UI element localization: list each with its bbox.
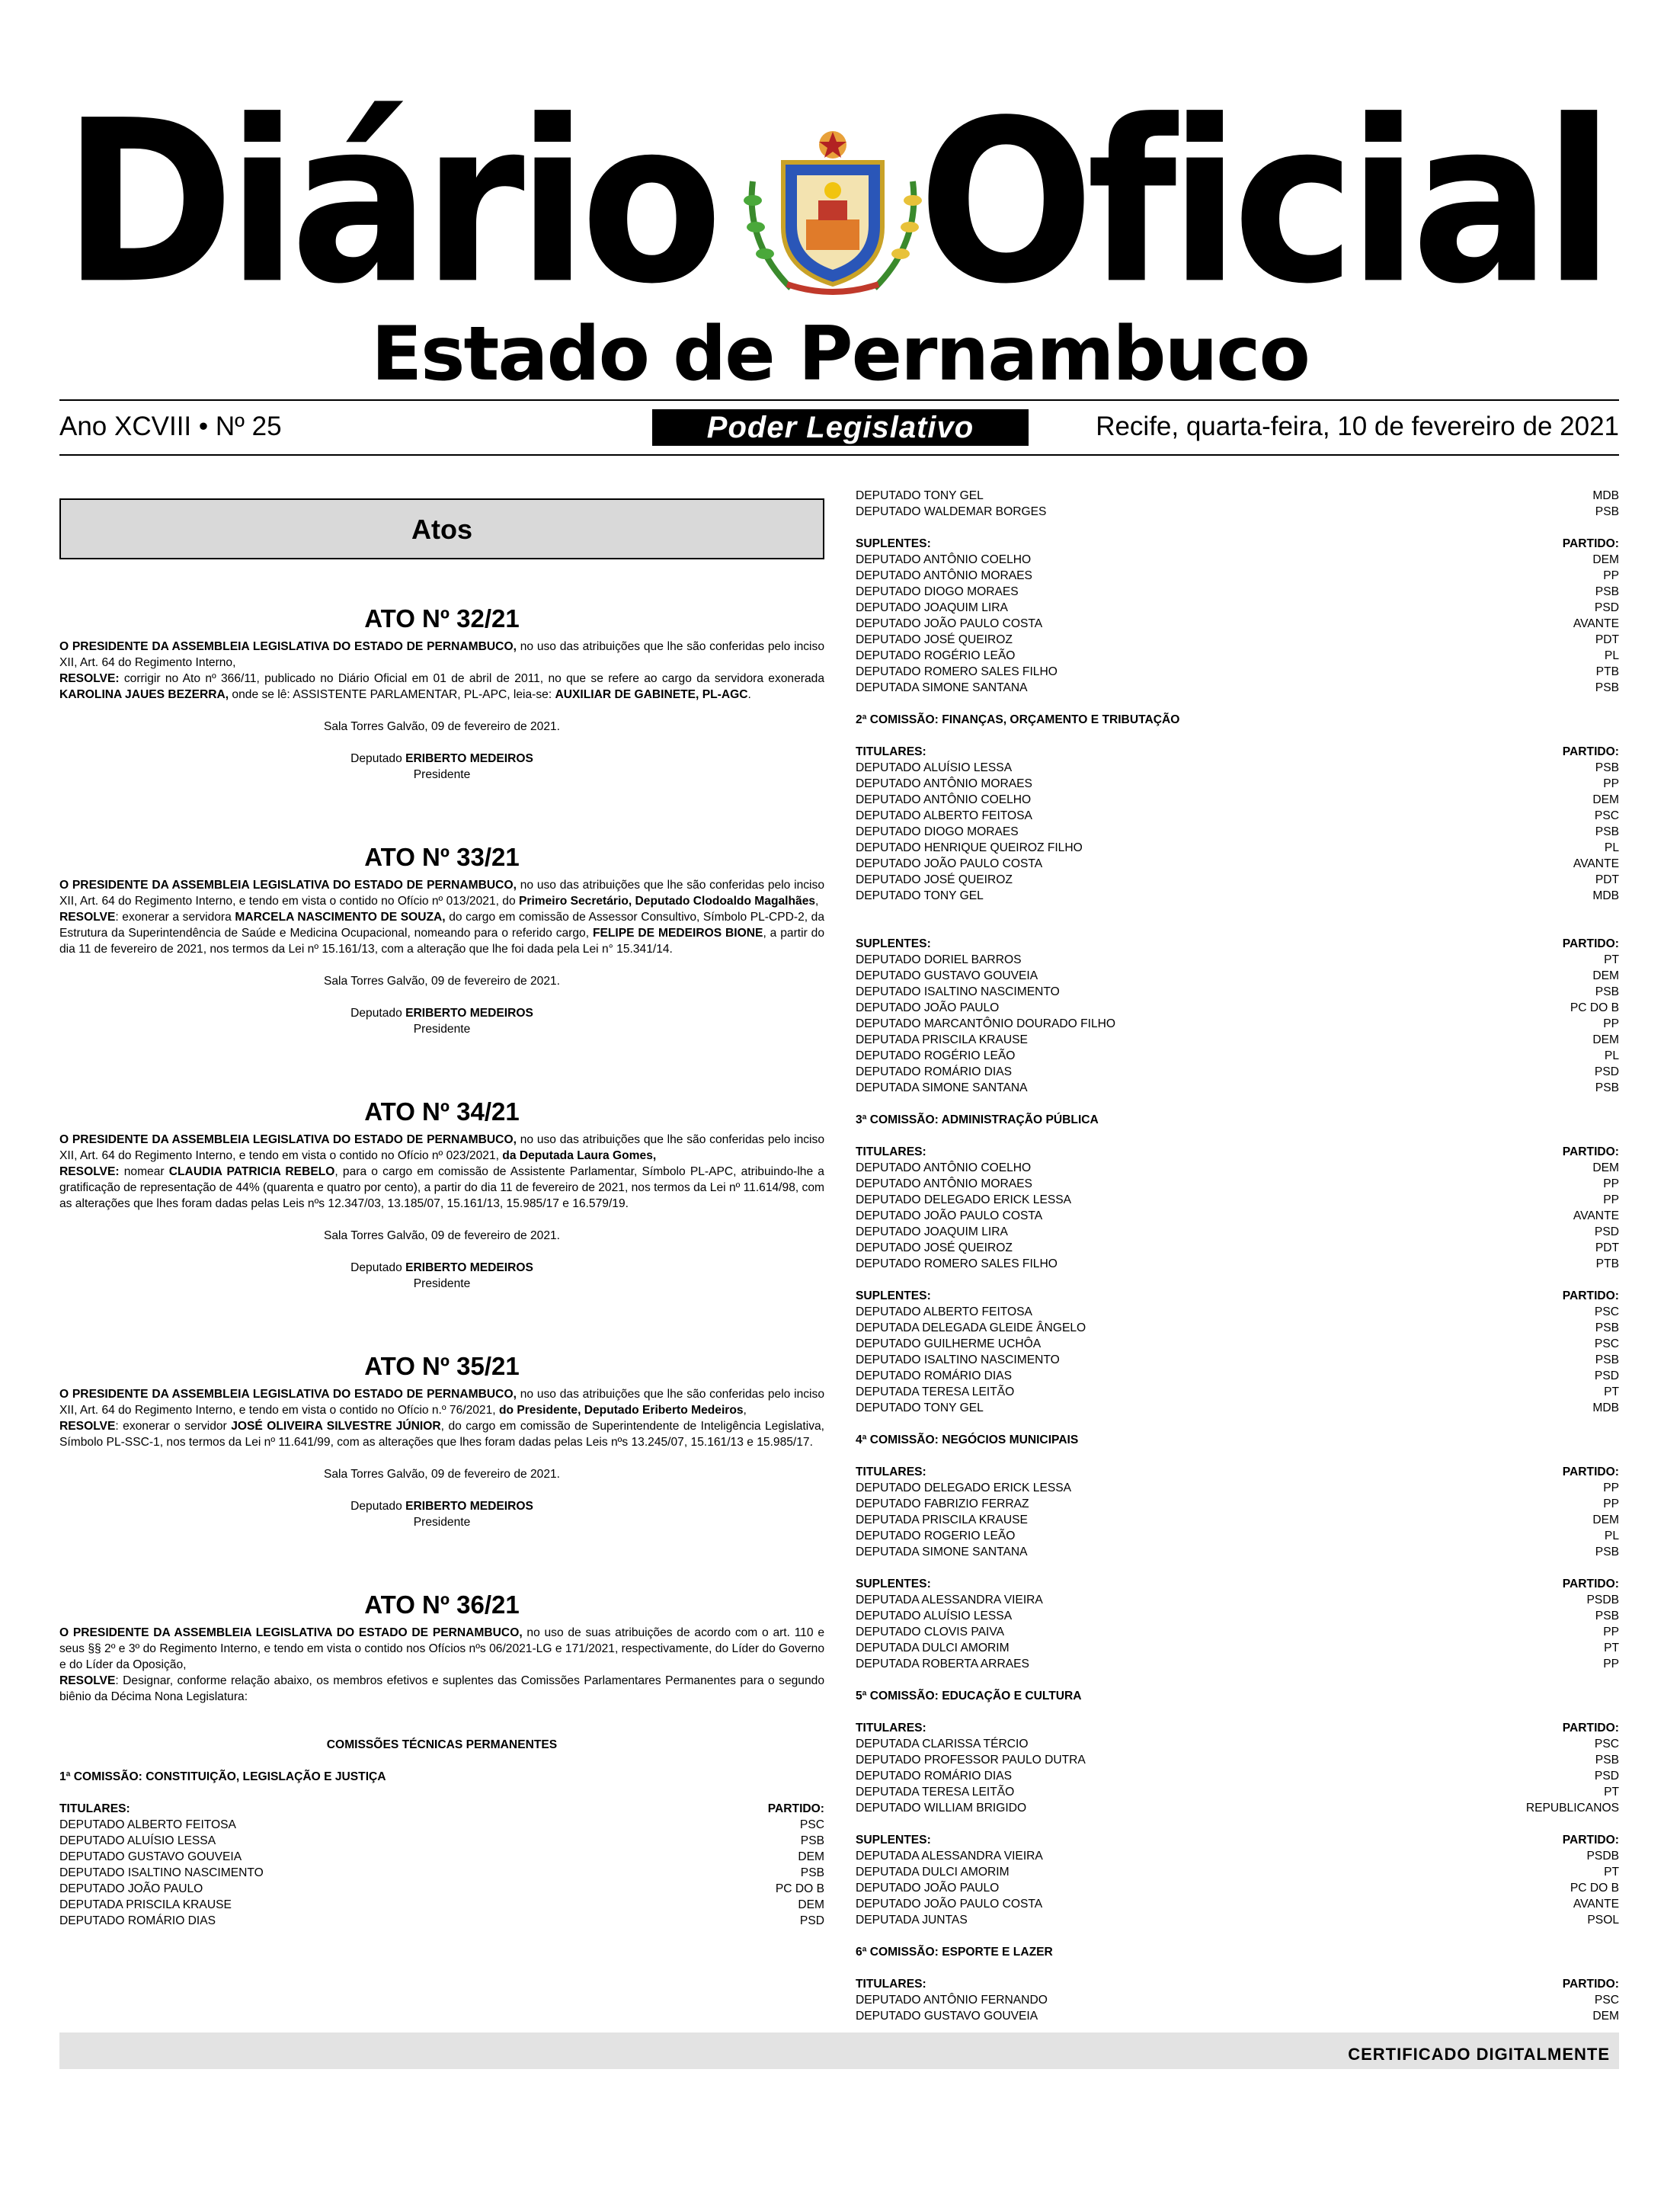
ato-signer-role: Presidente [413,1516,471,1529]
ato-36 [59,1590,824,1929]
ato-title: ATO Nº 32/21 [364,604,520,633]
ato-preamble: O PRESIDENTE DA ASSEMBLEIA LEGISLATIVA DO ESTADO DE PERNAMBUCO, no uso das atribuições que lhe são conferidas pelo inciso XII, Art. 64 do Regimento Interno, e tendo em vista o contido no Ofício nº 013/2021, do Primeiro Secretário, Deputado Clodoaldo Magalhães, [59,879,824,908]
member-row: DEPUTADO ANTÔNIO MORAES PP [856,569,1619,582]
section-title-box [59,498,824,559]
ato-title: ATO Nº 35/21 [364,1352,520,1380]
member-row: DEPUTADO JOSÉ QUEIROZ PDT [856,633,1619,646]
member-row: DEPUTADO ALUÍSIO LESSA PSB [59,1834,824,1847]
suplentes-header: SUPLENTES: PARTIDO: [856,1289,1619,1302]
member-row: DEPUTADO ALUÍSIO LESSA PSB [856,761,1619,774]
member-row: DEPUTADO PROFESSOR PAULO DUTRA PSB [856,1754,1619,1767]
member-row: DEPUTADO GUSTAVO GOUVEIA DEM [856,969,1619,982]
ato-signer-role: Presidente [413,768,471,781]
member-row: DEPUTADA PRISCILA KRAUSE DEM [856,1033,1619,1046]
ato-33 [59,842,824,1037]
member-row: DEPUTADO ROMÁRIO DIAS PSD [856,1065,1619,1078]
member-row: DEPUTADO FABRIZIO FERRAZ PP [856,1498,1619,1510]
member-row: DEPUTADA SIMONE SANTANA PSB [856,1081,1619,1094]
masthead-bottom-rule [59,454,1619,456]
member-row: DEPUTADA JUNTAS PSOL [856,1914,1619,1927]
suplentes-header: SUPLENTES: PARTIDO: [856,1578,1619,1590]
member-row: DEPUTADO DIOGO MORAES PSB [856,585,1619,598]
ato-preamble: O PRESIDENTE DA ASSEMBLEIA LEGISLATIVA DO ESTADO DE PERNAMBUCO, no uso de suas atribuições de acordo com o art. 110 e seus §§ 2º e 3º do Regimento Interno, e tendo em vista o contido nos Ofícios nºs 06/2021-LG e 171/2021, respectivamente, do Líder do Governo e do Líder da Oposição, [59,1626,824,1671]
commission-2-title: 2ª COMISSÃO: FINANÇAS, ORÇAMENTO E TRIBUTAÇÃO [856,713,1180,726]
member-row: DEPUTADA DULCI AMORIM PT [856,1866,1619,1879]
commission-4-title: 4ª COMISSÃO: NEGÓCIOS MUNICIPAIS [856,1433,1079,1446]
member-row: DEPUTADO ALBERTO FEITOSA PSC [856,1305,1619,1318]
member-row: DEPUTADO JOÃO PAULO PC DO B [856,1882,1619,1895]
ato-34 [59,1097,824,1292]
member-row: DEPUTADO JOSÉ QUEIROZ PDT [856,1241,1619,1254]
member-row: DEPUTADO ANTÔNIO COELHO DEM [856,1161,1619,1174]
pernambuco-crest-icon [730,128,936,303]
suplentes-header: SUPLENTES: PARTIDO: [856,537,1619,550]
member-row: DEPUTADA TERESA LEITÃO PT [856,1385,1619,1398]
member-row: DEPUTADO DELEGADO ERICK LESSA PP [856,1481,1619,1494]
member-row: DEPUTADO ANTÔNIO COELHO DEM [856,553,1619,566]
member-row: DEPUTADO ROMERO SALES FILHO PTB [856,665,1619,678]
member-row: DEPUTADO DORIEL BARROS PT [856,953,1619,966]
member-row: DEPUTADA SIMONE SANTANA PSB [856,681,1619,694]
member-row: DEPUTADA ALESSANDRA VIEIRA PSDB [856,1850,1619,1863]
ato-title: ATO Nº 34/21 [364,1097,520,1126]
ato-35 [59,1351,824,1530]
ato-resolve: RESOLVE: nomear CLAUDIA PATRICIA REBELO, para o cargo em comissão de Assistente Parlamentar, Símbolo PL-APC, atribuindo-lhe a gratificação de representação de 44% (quarenta e quatro por cento), a partir do dia 11 de fevereiro de 2021, nos termos da Lei nº 11.614/98, com as alterações que lhes foram dadas pelas Leis nºs 12.347/03, 13.185/07, 15.161/13, 15.985/17 e 16.579/19. [59,1165,824,1210]
member-row: DEPUTADO DELEGADO ERICK LESSA PP [856,1193,1619,1206]
ato-signature: Deputado ERIBERTO MEDEIROS [350,1500,533,1513]
member-row: DEPUTADO JOÃO PAULO PC DO B [856,1001,1619,1014]
member-row: DEPUTADO ISALTINO NASCIMENTO PSB [856,985,1619,998]
member-row: DEPUTADO MARCANTÔNIO DOURADO FILHO PP [856,1017,1619,1030]
commission-5-title: 5ª COMISSÃO: EDUCAÇÃO E CULTURA [856,1690,1082,1703]
member-row: DEPUTADA PRISCILA KRAUSE DEM [856,1514,1619,1526]
ato-signer-role: Presidente [413,1277,471,1290]
member-row: DEPUTADO ROGÉRIO LEÃO PL [856,1049,1619,1062]
edition-number: Ano XCVIII • Nº 25 [59,412,282,441]
member-row: DEPUTADA ROBERTA ARRAES PP [856,1658,1619,1670]
ato-place-date: Sala Torres Galvão, 09 de fevereiro de 2021. [323,1468,561,1481]
member-row: DEPUTADA DULCI AMORIM PT [856,1642,1619,1654]
member-row: DEPUTADO ANTÔNIO COELHO DEM [856,793,1619,806]
member-row: DEPUTADO ALBERTO FEITOSA PSC [856,809,1619,822]
section-title: Atos [411,513,472,545]
member-row: DEPUTADA CLARISSA TÉRCIO PSC [856,1738,1619,1751]
ato-preamble: O PRESIDENTE DA ASSEMBLEIA LEGISLATIVA DO ESTADO DE PERNAMBUCO, no uso das atribuições que lhe são conferidas pelo inciso XII, Art. 64 do Regimento Interno, e tendo em vista o contido no Ofício n.º 76/2021, do Presidente, Deputado Eriberto Medeiros, [59,1388,824,1417]
member-row: DEPUTADA PRISCILA KRAUSE DEM [59,1898,824,1911]
member-row: DEPUTADO ROMÁRIO DIAS PSD [856,1369,1619,1382]
ato-preamble: O PRESIDENTE DA ASSEMBLEIA LEGISLATIVA DO ESTADO DE PERNAMBUCO, no uso das atribuições que lhe são conferidas pelo inciso XII, Art. 64 do Regimento Interno, e tendo em vista o contido no Ofício nº 023/2021, da Deputada Laura Gomes, [59,1133,824,1162]
member-row: DEPUTADO WALDEMAR BORGES PSB [856,505,1619,518]
titulares-header: TITULARES: PARTIDO: [856,745,1619,758]
ato-place-date: Sala Torres Galvão, 09 de fevereiro de 2021. [323,1229,561,1242]
member-row: DEPUTADO WILLIAM BRIGIDO REPUBLICANOS [856,1802,1619,1815]
member-row: DEPUTADO GUSTAVO GOUVEIA DEM [856,2010,1619,2023]
masthead [0,0,1680,465]
member-row: DEPUTADO ROGÉRIO LEÃO PL [856,649,1619,662]
member-row: DEPUTADA DELEGADA GLEIDE ÂNGELO PSB [856,1321,1619,1334]
member-row: DEPUTADA ALESSANDRA VIEIRA PSDB [856,1594,1619,1606]
ato-resolve: RESOLVE: Designar, conforme relação abaixo, os membros efetivos e suplentes das Comissões Parlamentares Permanentes para o segundo biênio da Décima Nona Legislatura: [59,1674,824,1703]
member-row: DEPUTADO ANTÔNIO FERNANDO PSC [856,1994,1619,2007]
member-row: DEPUTADO JOAQUIM LIRA PSD [856,601,1619,614]
suplentes-header: SUPLENTES: PARTIDO: [856,937,1619,950]
ato-place-date: Sala Torres Galvão, 09 de fevereiro de 2021. [323,720,561,733]
suplentes-header: SUPLENTES: PARTIDO: [856,1834,1619,1847]
ato-signer-role: Presidente [413,1023,471,1036]
member-row: DEPUTADO TONY GEL MDB [856,489,1619,502]
member-row: DEPUTADO ISALTINO NASCIMENTO PSB [856,1353,1619,1366]
commission-6-title: 6ª COMISSÃO: ESPORTE E LAZER [856,1946,1053,1959]
ato-32 [59,604,824,783]
masthead-title-right: Oficial [918,73,1608,334]
commission-3-title: 3ª COMISSÃO: ADMINISTRAÇÃO PÚBLICA [856,1113,1099,1126]
member-row: DEPUTADO ROMERO SALES FILHO PTB [856,1257,1619,1270]
member-row: DEPUTADO JOAQUIM LIRA PSD [856,1225,1619,1238]
right-column [856,488,1619,2024]
member-row: DEPUTADO ROMÁRIO DIAS PSD [856,1770,1619,1783]
dateline: Recife, quarta-feira, 10 de fevereiro de 2021 [1096,412,1619,441]
titulares-header: TITULARES: PARTIDO: [856,1145,1619,1158]
commission-1-title: 1ª COMISSÃO: CONSTITUIÇÃO, LEGISLAÇÃO E JUSTIÇA [59,1770,386,1783]
member-row: DEPUTADO JOÃO PAULO PC DO B [59,1882,824,1895]
member-row: DEPUTADO HENRIQUE QUEIROZ FILHO PL [856,841,1619,854]
member-row: DEPUTADO GUSTAVO GOUVEIA DEM [59,1850,824,1863]
footer-certified-bar [59,2032,1619,2069]
ato-preamble: O PRESIDENTE DA ASSEMBLEIA LEGISLATIVA DO ESTADO DE PERNAMBUCO, no uso das atribuições que lhe são conferidas pelo inciso XII, Art. 64 do Regimento Interno, [59,640,824,669]
member-row: DEPUTADO TONY GEL MDB [856,889,1619,902]
member-row: DEPUTADA SIMONE SANTANA PSB [856,1546,1619,1558]
member-row: DEPUTADO ALUÍSIO LESSA PSB [856,1610,1619,1622]
member-row: DEPUTADO ROGERIO LEÃO PL [856,1530,1619,1542]
ato-resolve: RESOLVE: exonerar a servidora MARCELA NASCIMENTO DE SOUZA, do cargo em comissão de Assessor Consultivo, Símbolo PL-CPD-2, da Estrutura da Superintendência de Saúde e Medicina Ocupacional, nomeando para o referido cargo, FELIPE DE MEDEIROS BIONE, a partir do dia 11 de fevereiro de 2021, nos termos da Lei nº 15.161/13, com a alteração que lhe foi dada pela Lei n° 15.341/14. [59,911,825,956]
member-row: DEPUTADO DIOGO MORAES PSB [856,825,1619,838]
masthead-subtitle: Estado de Pernambuco [371,311,1309,398]
ato-resolve: RESOLVE: exonerar o servidor JOSÉ OLIVEIRA SILVESTRE JÚNIOR, do cargo em comissão de Superintendente de Inteligência Legislativa, Símbolo PL-SSC-1, nos termos da Lei nº 11.641/99, com as alterações que lhes foram dadas pelas Leis nºs 13.245/07, 15.161/13 e 15.985/17. [59,1420,825,1449]
titulares-header: TITULARES: PARTIDO: [59,1802,824,1815]
member-row: DEPUTADO JOÃO PAULO COSTA AVANTE [856,617,1619,630]
ato-title: ATO Nº 36/21 [364,1590,520,1619]
masthead-top-rule [59,399,1619,401]
left-column [59,488,824,1929]
ato-signature: Deputado ERIBERTO MEDEIROS [350,752,533,765]
ato-signature: Deputado ERIBERTO MEDEIROS [350,1007,533,1020]
member-row: DEPUTADO JOSÉ QUEIROZ PDT [856,873,1619,886]
member-row: DEPUTADO JOÃO PAULO COSTA AVANTE [856,1898,1619,1911]
masthead-title-left: Diário [62,73,715,334]
titulares-header: TITULARES: PARTIDO: [856,1978,1619,1991]
member-row: DEPUTADA TERESA LEITÃO PT [856,1786,1619,1799]
member-row: DEPUTADO ALBERTO FEITOSA PSC [59,1818,824,1831]
member-row: DEPUTADO TONY GEL MDB [856,1401,1619,1414]
member-row: DEPUTADO ANTÔNIO MORAES PP [856,777,1619,790]
member-row: DEPUTADO ROMÁRIO DIAS PSD [59,1914,824,1927]
ato-signature: Deputado ERIBERTO MEDEIROS [350,1261,533,1274]
member-row: DEPUTADO ISALTINO NASCIMENTO PSB [59,1866,824,1879]
ato-resolve: RESOLVE: corrigir no Ato nº 366/11, publicado no Diário Oficial em 01 de abril de 2011, no que se refere ao cargo da servidora exonerada KAROLINA JAUES BEZERRA, onde se lê: ASSISTENTE PARLAMENTAR, PL-APC, leia-se: AUXILIAR DE GABINETE, PL-AGC. [59,672,824,701]
titulares-header: TITULARES: PARTIDO: [856,1465,1619,1478]
member-row: DEPUTADO CLOVIS PAIVA PP [856,1626,1619,1638]
titulares-header: TITULARES: PARTIDO: [856,1722,1619,1735]
commissions-header: COMISSÕES TÉCNICAS PERMANENTES [326,1738,558,1751]
ato-title: ATO Nº 33/21 [364,843,520,871]
ato-place-date: Sala Torres Galvão, 09 de fevereiro de 2021. [323,975,561,988]
branch-banner: Poder Legislativo [652,409,1029,446]
member-row: DEPUTADO GUILHERME UCHÔA PSC [856,1337,1619,1350]
member-row: DEPUTADO ANTÔNIO MORAES PP [856,1177,1619,1190]
certified-label: CERTIFICADO DIGITALMENTE [1348,2045,1610,2064]
member-row: DEPUTADO JOÃO PAULO COSTA AVANTE [856,857,1619,870]
member-row: DEPUTADO JOÃO PAULO COSTA AVANTE [856,1209,1619,1222]
